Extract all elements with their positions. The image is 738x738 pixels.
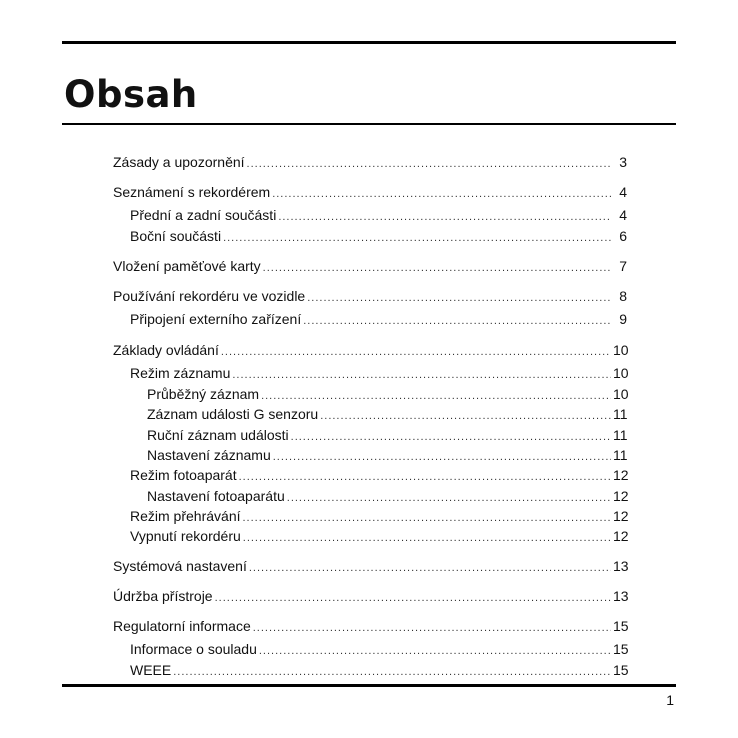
toc-entry-page: 10 xyxy=(613,342,629,358)
toc-leader-dots xyxy=(307,288,611,308)
toc-entry[interactable] xyxy=(113,556,627,576)
toc-entry-label: Zásady a upozornění xyxy=(113,154,245,170)
toc-entry-label: Boční součásti xyxy=(130,228,222,244)
toc-entry-label: Údržba přístroje xyxy=(113,588,213,604)
toc-leader-dots xyxy=(223,228,611,248)
toc-entry[interactable] xyxy=(130,639,627,659)
toc-entry-label: Vložení paměťové karty xyxy=(113,258,261,274)
toc-entry-label: Režim fotoaparát xyxy=(130,467,237,483)
toc-entry-page: 6 xyxy=(619,228,627,244)
toc-entry-page: 3 xyxy=(619,154,627,170)
toc-leader-dots xyxy=(215,588,611,608)
page-number: 1 xyxy=(666,692,674,708)
toc-entry-page: 13 xyxy=(613,558,629,574)
toc-leader-dots xyxy=(287,488,611,508)
toc-entry[interactable] xyxy=(130,226,627,246)
toc-entry-label: Nastavení záznamu xyxy=(147,447,271,463)
toc-entry[interactable] xyxy=(147,404,627,424)
toc-leader-dots xyxy=(247,154,611,174)
toc-entry[interactable] xyxy=(113,182,627,202)
toc-entry-page: 13 xyxy=(613,588,629,604)
toc-leader-dots xyxy=(291,427,611,447)
toc-entry[interactable] xyxy=(113,340,627,360)
toc-entry-label: Záznam události G senzoru xyxy=(147,406,319,422)
toc-entry[interactable] xyxy=(113,286,627,306)
toc-leader-dots xyxy=(232,365,611,385)
toc-entry-page: 12 xyxy=(613,508,629,524)
toc-entry-label: Připojení externího zařízení xyxy=(130,311,302,327)
toc-leader-dots xyxy=(278,207,611,227)
toc-entry-label: Nastavení fotoaparátu xyxy=(147,488,285,504)
toc-entry-page: 4 xyxy=(619,207,627,223)
toc-entry-page: 12 xyxy=(613,488,629,504)
toc-entry[interactable] xyxy=(147,486,627,506)
toc-entry-label: Používání rekordéru ve vozidle xyxy=(113,288,306,304)
toc-entry[interactable] xyxy=(130,660,627,680)
toc-entry-page: 9 xyxy=(619,311,627,327)
page-title: Obsah xyxy=(64,73,198,116)
toc-leader-dots xyxy=(273,447,611,467)
toc-leader-dots xyxy=(243,528,611,548)
toc-entry-page: 12 xyxy=(613,528,629,544)
toc-leader-dots xyxy=(249,558,611,578)
toc-entry-label: Režim záznamu xyxy=(130,365,231,381)
toc-entry-label: Informace o souladu xyxy=(130,641,257,657)
toc-entry-label: WEEE xyxy=(130,662,172,678)
toc-leader-dots xyxy=(173,662,611,682)
bottom-rule xyxy=(62,684,676,687)
toc-entry[interactable] xyxy=(130,526,627,546)
toc-leader-dots xyxy=(272,184,611,204)
toc-leader-dots xyxy=(253,618,611,638)
toc-entry-page: 15 xyxy=(613,641,629,657)
toc-entry-label: Přední a zadní součásti xyxy=(130,207,277,223)
toc-entry-label: Systémová nastavení xyxy=(113,558,247,574)
toc-leader-dots xyxy=(263,258,611,278)
toc-entry-label: Základy ovládání xyxy=(113,342,219,358)
toc-entry[interactable] xyxy=(130,506,627,526)
toc-entry-label: Průběžný záznam xyxy=(147,386,260,402)
toc-entry[interactable] xyxy=(130,205,627,225)
toc-entry[interactable] xyxy=(113,152,627,172)
toc-entry[interactable] xyxy=(147,384,627,404)
toc-entry[interactable] xyxy=(113,586,627,606)
toc-entry-page: 11 xyxy=(613,427,628,443)
toc-entry-page: 12 xyxy=(613,467,629,483)
toc-entry-page: 10 xyxy=(613,386,629,402)
toc-leader-dots xyxy=(320,406,611,426)
toc-entry[interactable] xyxy=(147,445,627,465)
toc-entry[interactable] xyxy=(147,425,627,445)
toc-entry-page: 7 xyxy=(619,258,627,274)
toc-entry-label: Režim přehrávání xyxy=(130,508,241,524)
toc-entry[interactable] xyxy=(130,309,627,329)
toc-entry-label: Ruční záznam události xyxy=(147,427,289,443)
toc-leader-dots xyxy=(303,311,611,331)
toc-entry-label: Vypnutí rekordéru xyxy=(130,528,241,544)
toc-entry[interactable] xyxy=(113,616,627,636)
toc-entry-label: Seznámení s rekordérem xyxy=(113,184,271,200)
toc-entry-page: 15 xyxy=(613,662,629,678)
toc-entry-page: 10 xyxy=(613,365,629,381)
toc-leader-dots xyxy=(243,508,612,528)
top-rule xyxy=(62,41,676,44)
title-rule xyxy=(62,123,676,125)
toc-entry[interactable] xyxy=(130,465,627,485)
toc-leader-dots xyxy=(221,342,611,362)
toc-entry-page: 11 xyxy=(613,447,628,463)
toc-entry-page: 11 xyxy=(613,406,628,422)
toc-leader-dots xyxy=(239,467,611,487)
toc-leader-dots xyxy=(261,386,611,406)
toc-entry[interactable] xyxy=(130,363,627,383)
toc-entry-page: 15 xyxy=(613,618,629,634)
toc-entry-page: 8 xyxy=(619,288,627,304)
toc-leader-dots xyxy=(259,641,611,661)
toc-entry[interactable] xyxy=(113,256,627,276)
toc-entry-label: Regulatorní informace xyxy=(113,618,251,634)
toc-entry-page: 4 xyxy=(619,184,627,200)
